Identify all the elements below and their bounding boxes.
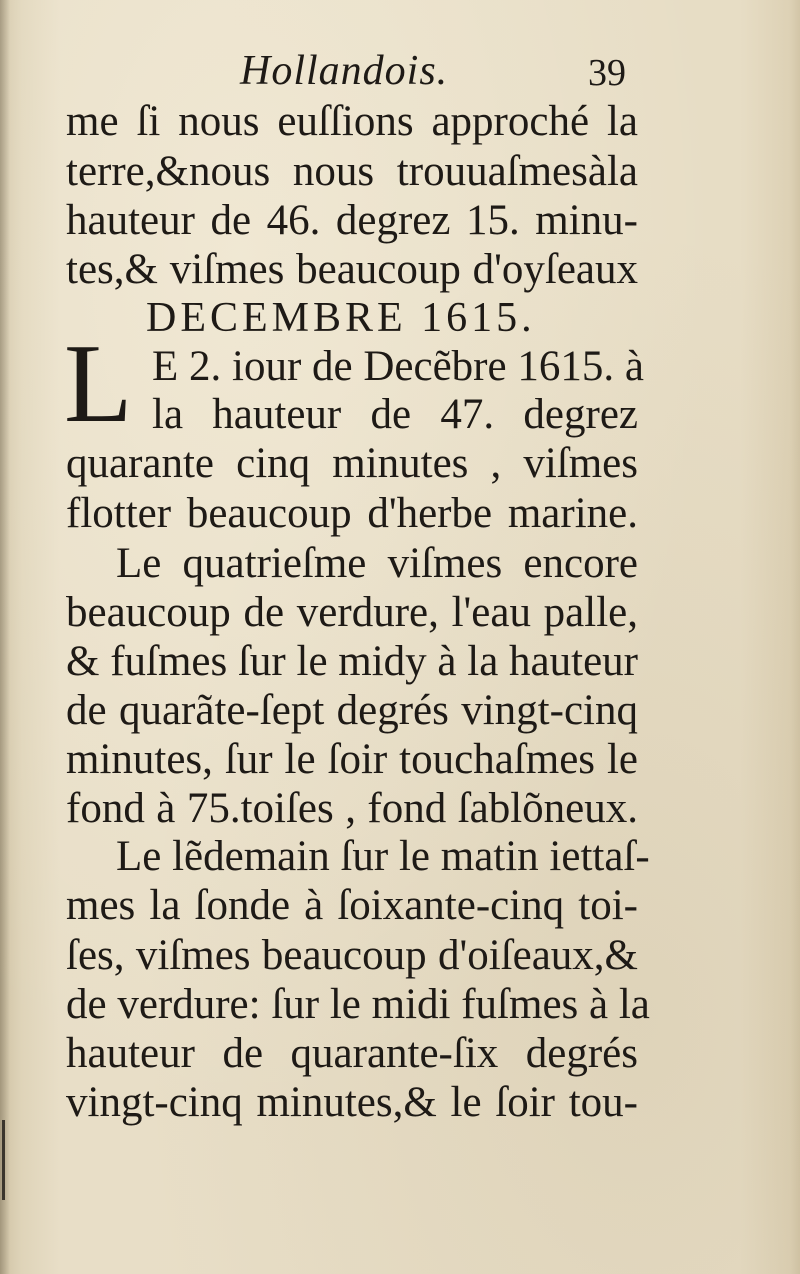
- page-number: 39: [588, 52, 626, 94]
- text-line: minutes, ſur le ſoir touchaſmes le: [66, 736, 638, 783]
- text-line: la hauteur de 47. degrez: [152, 391, 638, 438]
- text-line: de quarãte-ſept degrés vingt-cinq: [66, 687, 638, 734]
- text-line: Le quatrieſme viſmes encore: [116, 540, 638, 587]
- text-line: flotter beaucoup d'herbe marine.: [66, 490, 638, 537]
- text-line: beaucoup de verdure, l'eau palle,: [66, 589, 638, 636]
- running-title: Hollandois.: [240, 48, 449, 94]
- page-gutter-shadow: [0, 0, 10, 1274]
- text-line: me ſi nous euſſions approché la: [66, 98, 638, 145]
- text-line: & fuſmes ſur le midy à la hauteur: [66, 638, 638, 685]
- section-heading: DECEMBRE 1615.: [146, 295, 536, 341]
- running-head: [0, 46, 800, 96]
- text-line: de verdure: ſur le midi fuſmes à la: [66, 981, 650, 1028]
- text-line: quarante cinq minutes , viſmes: [66, 440, 638, 487]
- text-line: tes,& viſmes beaucoup d'oyſeaux: [66, 246, 638, 293]
- text-line: E 2. iour de Decẽbre 1615. à: [152, 343, 644, 390]
- text-line: vingt-cinq minutes,& le ſoir tou-: [66, 1079, 638, 1126]
- text-line: mes la ſonde à ſoixante-cinq toi-: [66, 882, 638, 929]
- text-line: Le lẽdemain ſur le matin iettaſ-: [116, 833, 650, 880]
- text-line: ſes, viſmes beaucoup d'oiſeaux,&: [66, 932, 638, 979]
- text-line: terre,&nous nous trouuaſmesàla: [66, 148, 638, 195]
- page-edge-mark: [2, 1120, 5, 1200]
- text-line: fond à 75.toiſes , fond ſablõneux.: [66, 785, 638, 832]
- text-line: hauteur de quarante-ſix degrés: [66, 1030, 638, 1077]
- text-line: hauteur de 46. degrez 15. minu-: [66, 197, 638, 244]
- drop-cap: L: [64, 322, 133, 446]
